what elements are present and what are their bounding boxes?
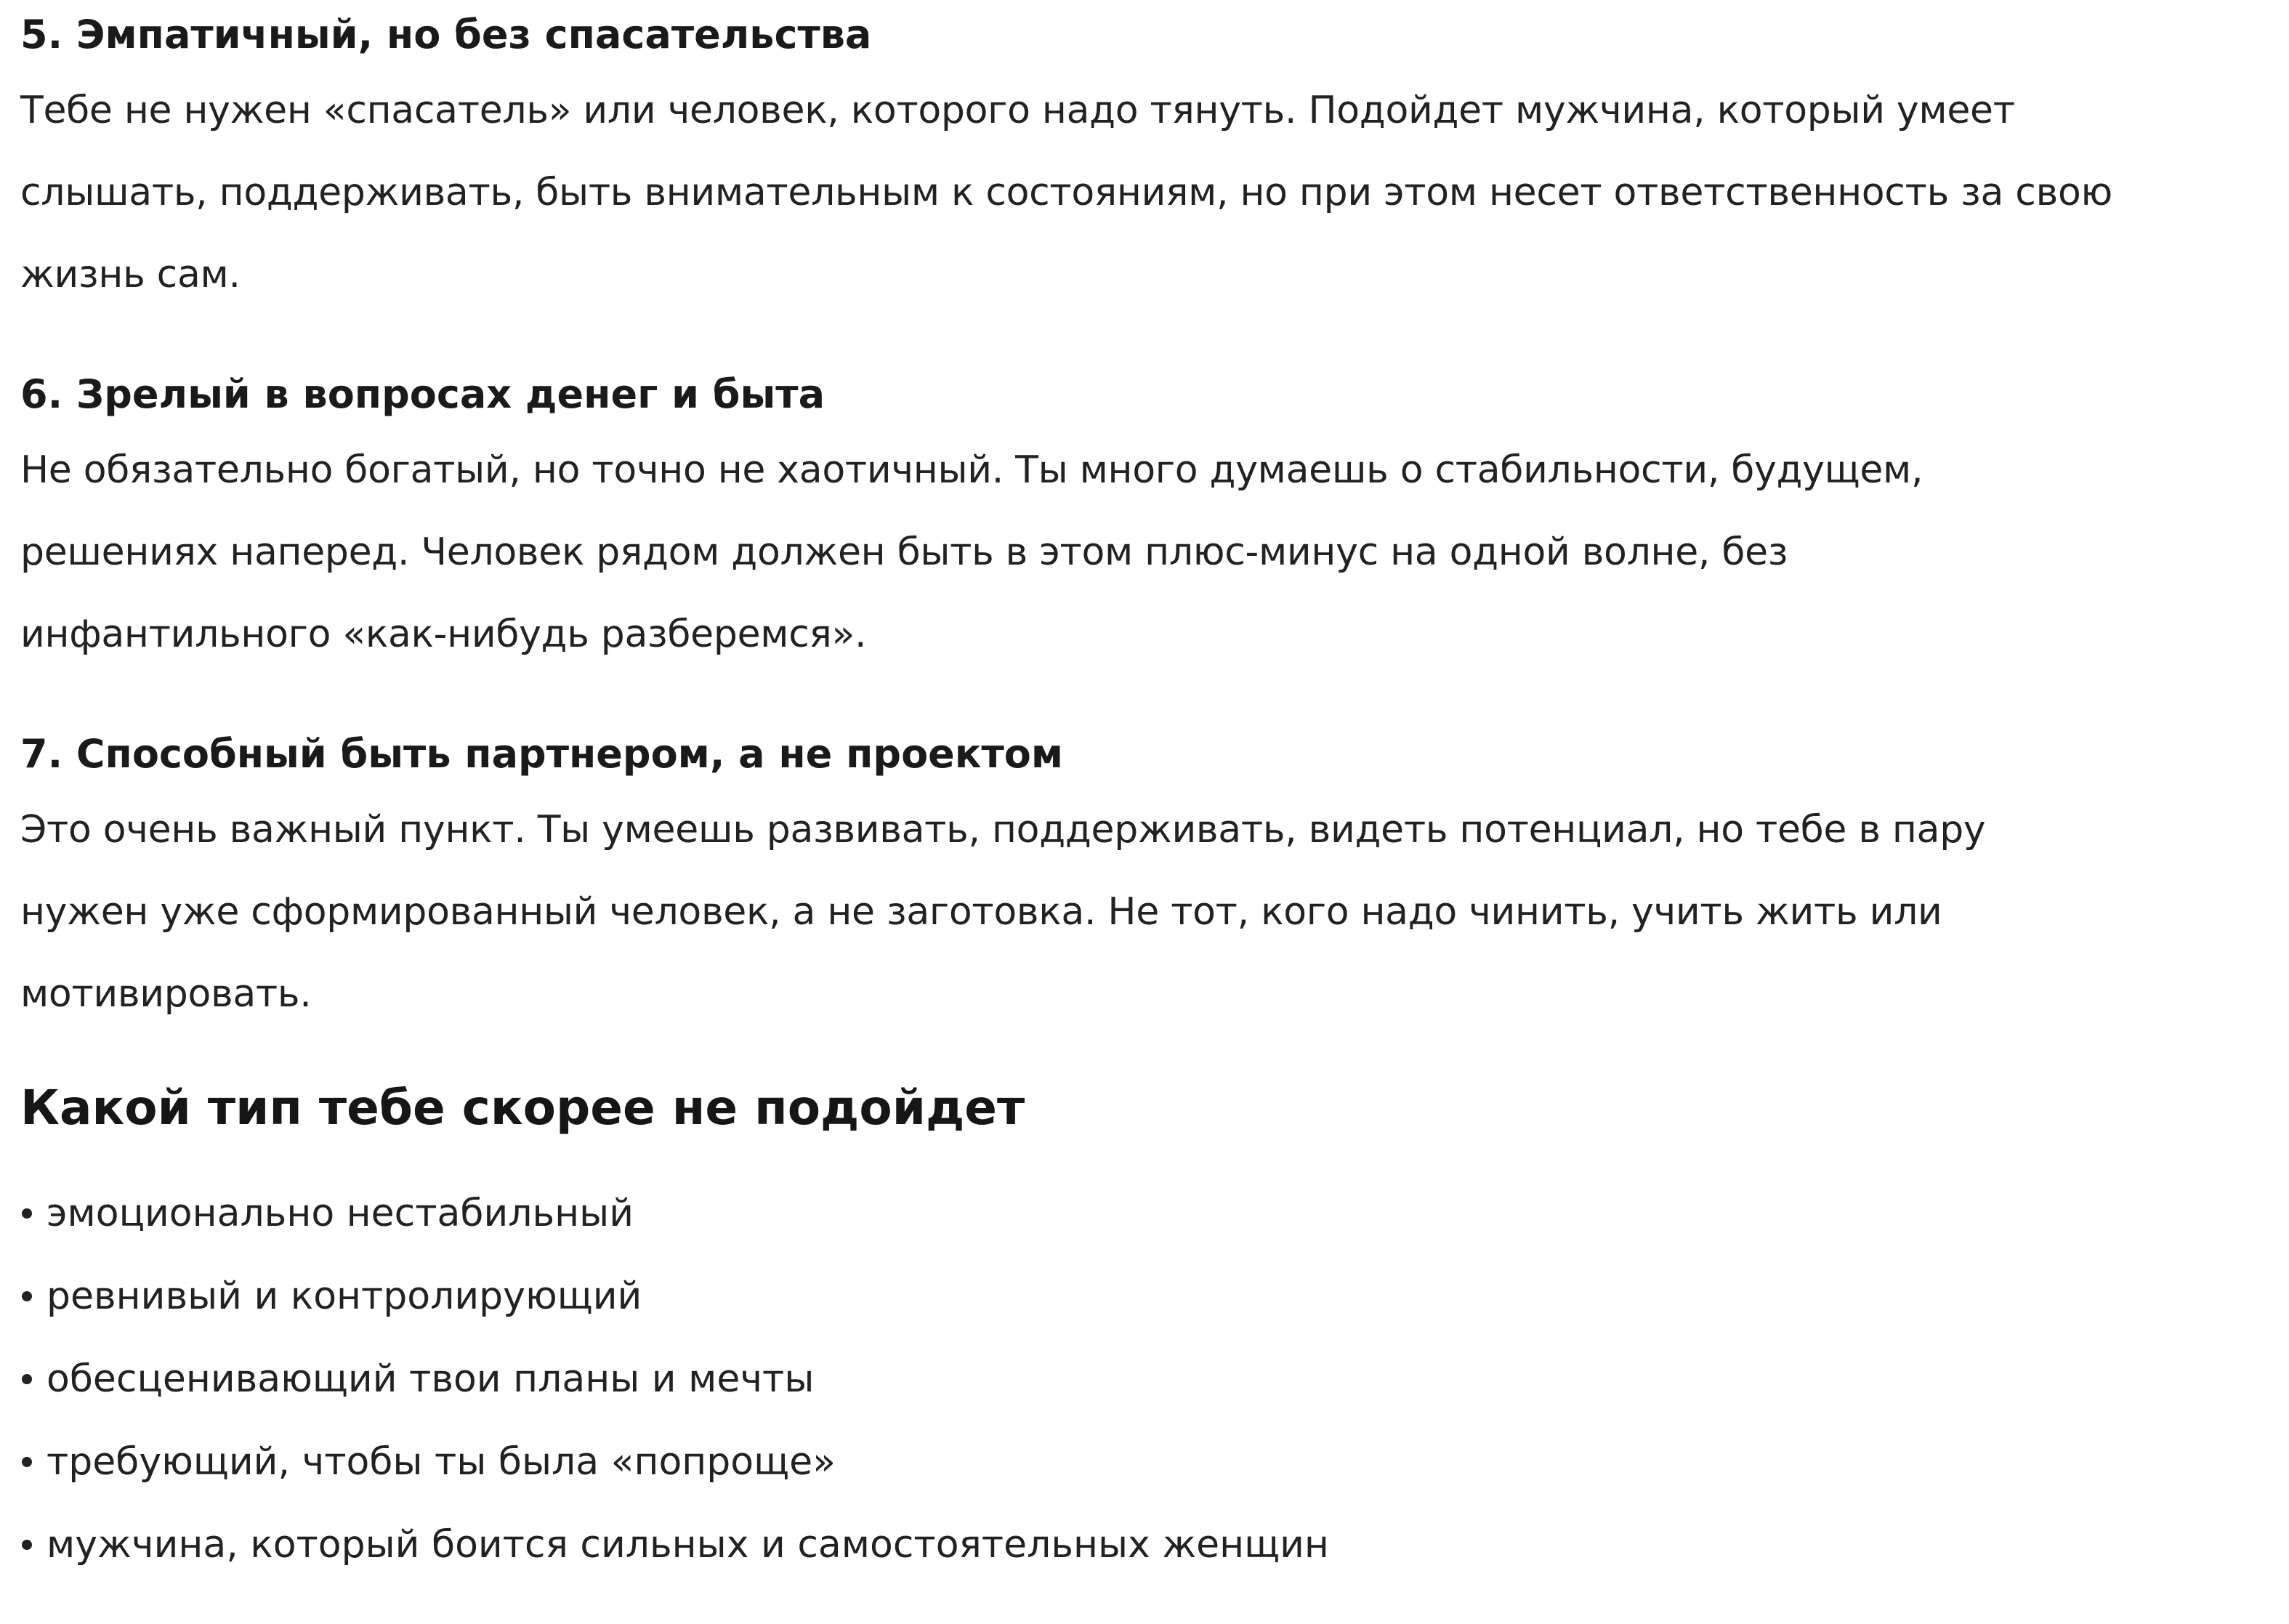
- section-paragraph-line: Не обязательно богатый, но точно не хаотичный. Ты много думаешь о стабильности, будущем,: [20, 448, 1923, 492]
- list-item-text: обесценивающий твои планы и мечты: [47, 1357, 815, 1401]
- list-item-text: ревнивый и контролирующий: [47, 1274, 642, 1318]
- section-7: [20, 719, 2280, 1035]
- section-title: 6. Зрелый в вопросах денег и быта: [20, 371, 825, 417]
- bullet-icon: [22, 1291, 32, 1301]
- section-paragraph-line: нужен уже сформированный человек, а не заготовка. Не тот, кого надо чинить, учить жить или: [20, 890, 1942, 934]
- list-item: [20, 1421, 2280, 1503]
- not-suitable-heading: Какой тип тебе скорее не подойдет: [20, 1080, 1025, 1136]
- list-item: [20, 1503, 2280, 1586]
- list-item: [20, 1172, 2280, 1255]
- spacer: [20, 676, 2280, 719]
- bullet-icon: [22, 1374, 32, 1384]
- bullet-icon: [22, 1540, 32, 1550]
- spacer: [20, 316, 2280, 360]
- not-suitable-list: [20, 1172, 2280, 1586]
- section-title: 7. Способный быть партнером, а не проектом: [20, 731, 1063, 777]
- list-item: [20, 1338, 2280, 1421]
- list-item: [20, 1255, 2280, 1338]
- section-5: [20, 0, 2280, 316]
- section-paragraph-line: мотивировать.: [20, 972, 312, 1016]
- list-item-text: мужчина, который боится сильных и самостоятельных женщин: [47, 1523, 1329, 1567]
- list-item-text: эмоционально нестабильный: [47, 1192, 634, 1235]
- bullet-icon: [22, 1208, 32, 1219]
- section-paragraph-line: Это очень важный пункт. Ты умеешь развивать, поддерживать, видеть потенциал, но тебе в пару: [20, 808, 1986, 852]
- spacer: [20, 1035, 2280, 1065]
- section-title: 5. Эмпатичный, но без спасательства: [20, 12, 872, 57]
- section-paragraph-line: жизнь сам.: [20, 253, 241, 296]
- section-6: [20, 360, 2280, 676]
- article-content: [20, 0, 2280, 1586]
- section-paragraph-line: инфантильного «как-нибудь разберемся».: [20, 613, 867, 656]
- list-item-text: требующий, чтобы ты была «попроще»: [47, 1440, 836, 1484]
- not-suitable-section: [20, 1065, 2280, 1586]
- spacer: [20, 1152, 2280, 1172]
- section-paragraph-line: слышать, поддерживать, быть внимательным к состояниям, но при этом несет ответственность за свою: [20, 171, 2112, 214]
- bullet-icon: [22, 1457, 32, 1467]
- section-paragraph-line: решениях наперед. Человек рядом должен быть в этом плюс-минус на одной волне, без: [20, 530, 1788, 574]
- section-paragraph-line: Тебе не нужен «спасатель» или человек, которого надо тянуть. Подойдет мужчина, который умеет: [20, 89, 2015, 132]
